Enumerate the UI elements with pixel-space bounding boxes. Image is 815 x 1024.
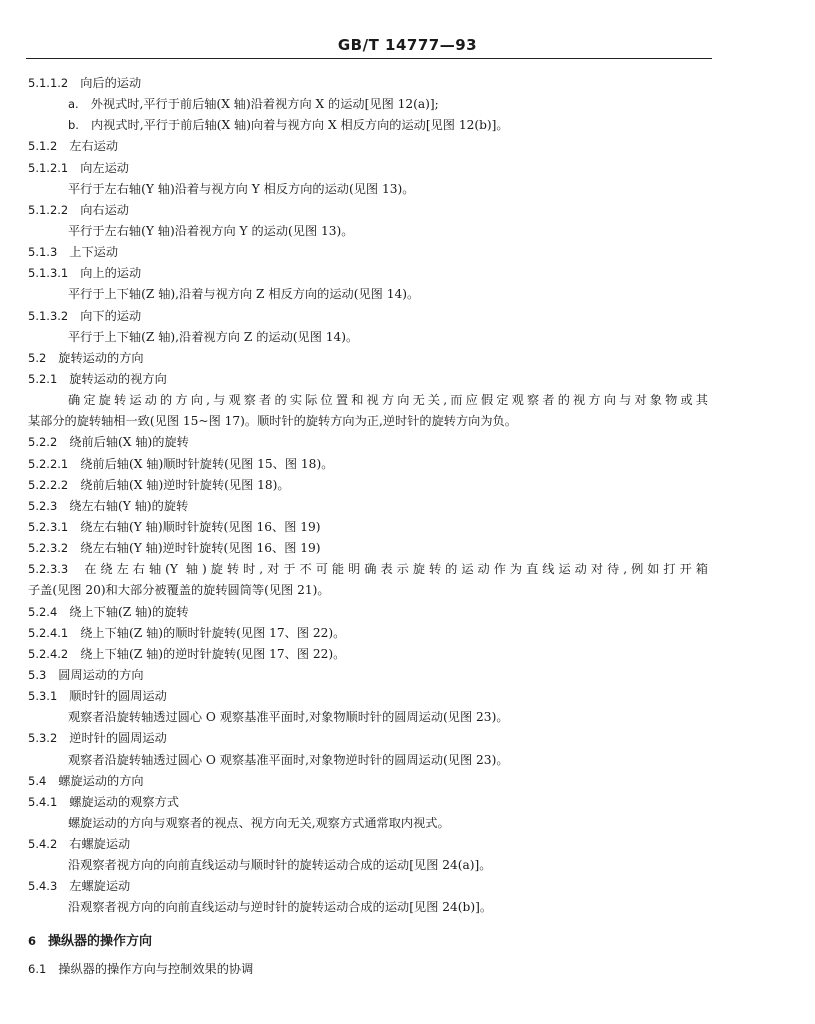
clause-number: 5.2.3.1 [28, 519, 69, 534]
clause-text: 旋转运动的方向 [58, 350, 144, 365]
clause-text: 绕左右轴(Y 轴)逆时针旋转(见图 16、图 19) [80, 541, 321, 556]
clause-text: 平行于上下轴(Z 轴),沿着视方向 Z 的运动(见图 14)。 [68, 329, 359, 344]
text-line [28, 242, 708, 263]
text-line [28, 750, 708, 771]
clause-text: 子盖(见图 20)和大部分被覆盖的旋转圆筒等(见图 21)。 [28, 583, 330, 598]
clause-text: 绕左右轴(Y 轴)顺时针旋转(见图 16、图 19) [80, 519, 321, 534]
text-line [28, 855, 708, 876]
text-line [28, 390, 708, 411]
text-line [28, 179, 708, 200]
text-line [28, 834, 708, 855]
text-line [28, 728, 708, 749]
text-line [28, 411, 708, 432]
text-line [28, 432, 708, 453]
chapter-title: 操纵器的操作方向 [48, 933, 153, 949]
clause-text: 左右运动 [69, 139, 119, 154]
clause-number: 5.2.2 [28, 435, 58, 450]
clause-text: 沿观察者视方向的向前直线运动与逆时针的旋转运动合成的运动[见图 24(b)]。 [68, 900, 493, 915]
text-line [28, 538, 708, 559]
section-title: 操纵器的操作方向与控制效果的协调 [58, 961, 254, 976]
text-line [28, 348, 708, 369]
text-line [28, 771, 708, 792]
clause-text: 绕前后轴(X 轴)逆时针旋转(见图 18)。 [80, 477, 290, 492]
clause-text: 绕左右轴(Y 轴)的旋转 [69, 498, 189, 513]
text-line [28, 496, 708, 517]
text-line [28, 876, 708, 897]
document-body [28, 73, 708, 981]
section-number: 6.1 [28, 961, 47, 976]
clause-number: 5.2.1 [28, 371, 58, 386]
text-line [28, 475, 708, 496]
clause-text: 旋转运动的视方向 [69, 371, 167, 386]
text-line [28, 136, 708, 157]
text-line [28, 813, 708, 834]
clause-number: 5.1.2 [28, 139, 58, 154]
clause-text: 确定旋转运动的方向,与观察者的实际位置和视方向无关,而应假定观察者的视方向与对象物或其 [68, 393, 708, 408]
clause-text: 螺旋运动的方向与观察者的视点、视方向无关,观察方式通常取内视式。 [68, 815, 450, 830]
clause-number: 5.2 [28, 350, 47, 365]
clause-number: 5.2.4.2 [28, 646, 69, 661]
clause-number: 5.2.2.1 [28, 456, 69, 471]
document-header [0, 36, 815, 54]
text-line [28, 665, 708, 686]
clause-text: 在绕左右轴(Y 轴)旋转时,对于不可能明确表示旋转的运动作为直线运动对待,例如打开箱 [80, 562, 708, 577]
text-line [28, 115, 708, 136]
clause-text: 绕上下轴(Z 轴)的旋转 [69, 604, 189, 619]
section-6-1-heading [28, 957, 708, 981]
clause-text: 向后的运动 [80, 76, 142, 90]
clause-text: 绕前后轴(X 轴)顺时针旋转(见图 15、图 18)。 [80, 456, 334, 471]
clause-number: 5.2.4.1 [28, 625, 69, 640]
section-list [28, 73, 708, 919]
text-line [28, 73, 708, 94]
clause-number: 5.3 [28, 667, 47, 682]
clause-number: a. [68, 97, 79, 112]
clause-number: 5.2.3.3 [28, 562, 69, 577]
clause-number: 5.1.2.1 [28, 160, 69, 175]
clause-text: 向下的运动 [80, 308, 142, 323]
clause-text: 观察者沿旋转轴透过圆心 O 观察基准平面时,对象物顺时针的圆周运动(见图 23)。 [68, 710, 509, 725]
text-line [28, 327, 708, 348]
clause-text: 螺旋运动的观察方式 [69, 794, 179, 809]
clause-text: 外视式时,平行于前后轴(X 轴)沿着视方向 X 的运动[见图 12(a)]; [90, 97, 439, 112]
clause-number: 5.4.2 [28, 837, 58, 852]
text-line [28, 580, 708, 601]
clause-text: 绕上下轴(Z 轴)的逆时针旋转(见图 17、图 22)。 [80, 646, 346, 661]
text-line [28, 792, 708, 813]
clause-number: 5.2.3.2 [28, 541, 69, 556]
clause-text: 螺旋运动的方向 [58, 773, 144, 788]
text-line [28, 623, 708, 644]
text-line [28, 369, 708, 390]
clause-number: 5.3.1 [28, 689, 58, 704]
clause-number: 5.4.1 [28, 794, 58, 809]
text-line [28, 559, 708, 580]
clause-text: 绕上下轴(Z 轴)的顺时针旋转(见图 17、图 22)。 [80, 625, 346, 640]
clause-text: 顺时针的圆周运动 [69, 689, 167, 704]
clause-text: 绕前后轴(X 轴)的旋转 [69, 435, 189, 450]
clause-text: 观察者沿旋转轴透过圆心 O 观察基准平面时,对象物逆时针的圆周运动(见图 23)。 [68, 752, 509, 767]
clause-text: 平行于上下轴(Z 轴),沿着与视方向 Z 相反方向的运动(见图 14)。 [68, 287, 420, 302]
chapter-6-heading [28, 929, 708, 953]
text-line [28, 707, 708, 728]
text-line [28, 263, 708, 284]
clause-text: 圆周运动的方向 [58, 667, 144, 682]
clause-text: 逆时针的圆周运动 [69, 731, 167, 746]
text-line [28, 602, 708, 623]
text-line [28, 94, 708, 115]
clause-number: 5.1.2.2 [28, 202, 69, 217]
text-line [28, 454, 708, 475]
clause-text: 沿观察者视方向的向前直线运动与顺时针的旋转运动合成的运动[见图 24(a)]。 [68, 858, 492, 873]
text-line [28, 221, 708, 242]
clause-number: 5.2.3 [28, 498, 58, 513]
text-line [28, 200, 708, 221]
clause-number: 5.1.1.2 [28, 76, 69, 90]
chapter-number: 6 [28, 933, 37, 948]
text-line [28, 306, 708, 327]
clause-number: 5.1.3 [28, 245, 58, 260]
clause-number: 5.1.3.2 [28, 308, 69, 323]
text-line [28, 644, 708, 665]
clause-text: 向右运动 [80, 202, 129, 217]
clause-number: 5.2.4 [28, 604, 58, 619]
text-line [28, 517, 708, 538]
text-line [28, 284, 708, 305]
clause-text: 向上的运动 [80, 266, 142, 281]
text-line [28, 158, 708, 179]
clause-text: 内视式时,平行于前后轴(X 轴)向着与视方向 X 相反方向的运动[见图 12(b)]。 [90, 118, 509, 133]
standard-number: GB/T 14777—93 [337, 36, 478, 54]
text-line [28, 686, 708, 707]
clause-number: 5.3.2 [28, 731, 58, 746]
clause-number: 5.4 [28, 773, 47, 788]
clause-text: 某部分的旋转轴相一致(见图 15~图 17)。顺时针的旋转方向为正,逆时针的旋转方向为负。 [28, 414, 517, 429]
header-rule [26, 58, 712, 59]
clause-text: 左螺旋运动 [69, 879, 131, 894]
clause-text: 右螺旋运动 [69, 837, 131, 852]
text-line [28, 897, 708, 918]
clause-text: 平行于左右轴(Y 轴)沿着与视方向 Y 相反方向的运动(见图 13)。 [68, 181, 415, 196]
clause-text: 上下运动 [69, 245, 119, 260]
clause-text: 平行于左右轴(Y 轴)沿着视方向 Y 的运动(见图 13)。 [68, 223, 354, 238]
clause-number: b. [68, 118, 79, 133]
clause-number: 5.4.3 [28, 879, 58, 894]
clause-text: 向左运动 [80, 160, 129, 175]
clause-number: 5.1.3.1 [28, 266, 69, 281]
clause-number: 5.2.2.2 [28, 477, 69, 492]
